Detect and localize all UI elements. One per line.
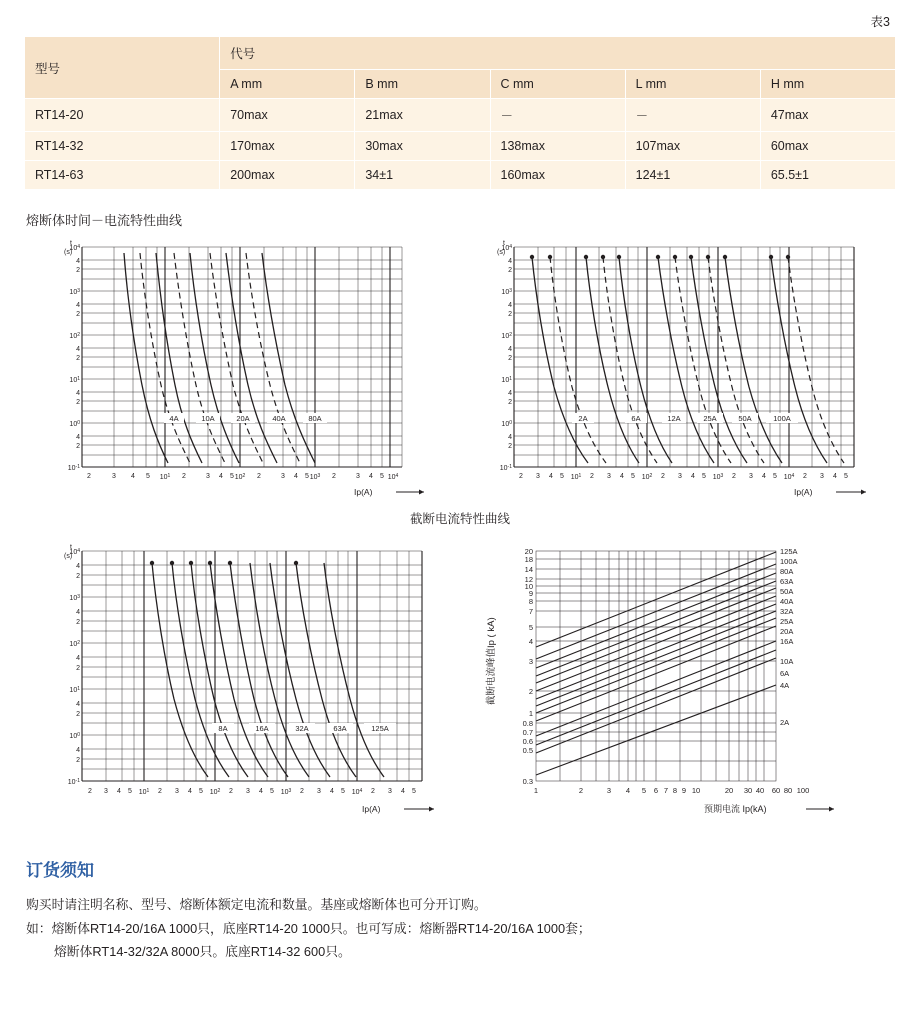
series-label: 32A (780, 607, 794, 616)
svg-text:2: 2 (590, 473, 594, 480)
svg-text:1: 1 (528, 709, 533, 718)
svg-text:101: $10^1$ (69, 686, 80, 694)
table-header-c: C mm (490, 70, 625, 99)
svg-text:5: 5 (230, 473, 234, 480)
series-label: 20A (236, 414, 250, 423)
svg-text:2: 2 (76, 311, 80, 318)
series-label: 20A (780, 627, 794, 636)
svg-text:4: 4 (833, 473, 837, 480)
series-label: 40A (780, 597, 794, 606)
svg-text:2: 2 (88, 788, 92, 795)
svg-text:2: 2 (76, 757, 80, 764)
order-line-3: 熔断体RT14-32/32A 8000只。底座RT14-32 600只。 (54, 944, 351, 960)
svg-text:3: 3 (528, 657, 533, 666)
cell-a: 200max (220, 161, 355, 190)
chart-time-current-100a (476, 235, 896, 505)
series-label: 10A (780, 657, 794, 666)
svg-text:4: 4 (369, 473, 373, 480)
svg-text:4: 4 (508, 302, 512, 309)
series-label: 50A (738, 414, 752, 423)
series-label: 100A (773, 414, 791, 423)
svg-text:4: 4 (508, 258, 512, 265)
svg-text:2: 2 (158, 788, 162, 795)
series-labels-1 (164, 413, 327, 423)
series-label: 100A (780, 557, 798, 566)
cell-b: 21max (355, 99, 490, 132)
svg-text:4: 4 (508, 390, 512, 397)
series-label: 6A (631, 414, 641, 423)
svg-text:0.5: 0.5 (522, 746, 533, 755)
cell-l: － (625, 99, 760, 132)
svg-text:2: 2 (803, 473, 807, 480)
svg-text:3: 3 (749, 473, 753, 480)
chart-svg-1 (24, 235, 444, 500)
svg-text:3: 3 (246, 788, 250, 795)
cell-b: 34±1 (355, 161, 490, 190)
svg-text:100: $10^0$ (69, 420, 80, 428)
svg-text:4: 4 (76, 701, 80, 708)
svg-text:10: 10 (524, 582, 533, 591)
series-label: 32A (295, 724, 309, 733)
table-row (25, 132, 896, 161)
series-label: 16A (780, 637, 794, 646)
cell-model: RT14-32 (25, 132, 220, 161)
series-label: 2A (578, 414, 588, 423)
axis-label-t: t (70, 240, 72, 247)
cell-b: 30max (355, 132, 490, 161)
svg-text:101: $10^1$ (570, 473, 582, 481)
svg-text:4: 4 (528, 637, 533, 646)
axis-label-s: (s) (497, 249, 506, 256)
cell-c: 138max (490, 132, 625, 161)
svg-text:4: 4 (401, 788, 405, 795)
series-label: 8A (218, 724, 228, 733)
table-header-row-1 (25, 37, 896, 70)
svg-text:4: 4 (330, 788, 334, 795)
series-label: 25A (703, 414, 717, 423)
series-label: 40A (272, 414, 286, 423)
svg-text:4: 4 (76, 563, 80, 570)
svg-text:5: 5 (341, 788, 345, 795)
svg-text:4: 4 (117, 788, 121, 795)
svg-text:100: 100 (796, 786, 810, 795)
axis-label-s: (s) (64, 553, 73, 560)
svg-text:102: $10^2$ (234, 473, 246, 481)
svg-text:5: 5 (528, 623, 533, 632)
svg-text:10-1: $10^{-1}$ (67, 778, 80, 786)
svg-text:102: $10^2$ (69, 640, 80, 648)
svg-text:3: 3 (281, 473, 285, 480)
svg-text:0.6: 0.6 (522, 737, 533, 746)
series-label: 16A (255, 724, 269, 733)
svg-text:3: 3 (820, 473, 824, 480)
svg-text:101: $10^1$ (69, 376, 80, 384)
series-label: 125A (780, 547, 798, 556)
cell-h: 47max (760, 99, 895, 132)
svg-text:2: 2 (508, 311, 512, 318)
svg-text:5: 5 (146, 473, 150, 480)
svg-text:2: 2 (300, 788, 304, 795)
svg-text:3: 3 (317, 788, 321, 795)
series-label: 25A (780, 617, 794, 626)
svg-text:4: 4 (620, 473, 624, 480)
svg-text:3: 3 (607, 473, 611, 480)
svg-text:9: 9 (528, 589, 533, 598)
table-row (25, 99, 896, 132)
svg-text:104: $10^4$ (69, 548, 80, 556)
svg-text:2: 2 (76, 619, 80, 626)
svg-text:9: 9 (681, 786, 687, 795)
svg-text:103: $10^3$ (69, 288, 80, 296)
svg-text:4: 4 (76, 609, 80, 616)
series-labels-2 (572, 413, 798, 423)
axis-label-t: t (70, 544, 72, 551)
svg-text:4: 4 (76, 302, 80, 309)
svg-text:8: 8 (528, 597, 533, 606)
cell-c: 160max (490, 161, 625, 190)
svg-text:60: 60 (771, 786, 781, 795)
svg-text:103: $10^3$ (309, 473, 321, 481)
x-axis-title: Ip(A) (354, 487, 373, 497)
order-section-title: 订货须知 (26, 861, 94, 880)
cell-h: 60max (760, 132, 895, 161)
svg-text:7: 7 (528, 607, 533, 616)
svg-text:4: 4 (508, 434, 512, 441)
series-label: 6A (780, 669, 790, 678)
series-label: 12A (667, 414, 681, 423)
svg-text:4: 4 (188, 788, 192, 795)
cell-l: 124±1 (625, 161, 760, 190)
svg-text:2: 2 (229, 788, 233, 795)
svg-text:2: 2 (76, 711, 80, 718)
svg-text:10-1: $10^{-1}$ (67, 464, 80, 472)
chart-mid-caption: 截断电流特性曲线 (409, 512, 510, 526)
svg-text:103: $10^3$ (712, 473, 724, 481)
svg-text:5: 5 (702, 473, 706, 480)
svg-text:14: 14 (524, 565, 533, 574)
svg-text:2: 2 (661, 473, 665, 480)
x-axis-title: Ip(A) (794, 487, 813, 497)
svg-text:2: 2 (578, 786, 584, 795)
svg-text:4: 4 (762, 473, 766, 480)
svg-text:3: 3 (175, 788, 179, 795)
series-label: 2A (780, 718, 790, 727)
table-caption: 表3 (870, 15, 890, 29)
x-axis-title: 预期电流 Ip(kA) (704, 804, 767, 814)
svg-text:1: 1 (533, 786, 539, 795)
svg-text:2: 2 (76, 399, 80, 406)
svg-text:4: 4 (76, 747, 80, 754)
svg-text:5: 5 (560, 473, 564, 480)
svg-text:0.3: 0.3 (522, 777, 533, 786)
svg-text:3: 3 (678, 473, 682, 480)
svg-text:103: $10^3$ (69, 594, 80, 602)
charts-row-bottom (24, 535, 896, 830)
svg-text:18: 18 (524, 555, 533, 564)
svg-text:3: 3 (104, 788, 108, 795)
svg-text:4: 4 (549, 473, 553, 480)
svg-text:103: $10^3$ (280, 788, 292, 796)
svg-text:3: 3 (536, 473, 540, 480)
chart-cutoff-current (476, 535, 896, 830)
svg-text:2: 2 (519, 473, 523, 480)
svg-text:102: $10^2$ (641, 473, 653, 481)
svg-text:2: 2 (76, 267, 80, 274)
svg-text:4: 4 (76, 258, 80, 265)
svg-text:2: 2 (508, 355, 512, 362)
series-label: 63A (780, 577, 794, 586)
svg-text:5: 5 (270, 788, 274, 795)
svg-text:104: $10^4$ (69, 244, 80, 252)
svg-text:103: $10^3$ (501, 288, 512, 296)
series-label: 125A (371, 724, 389, 733)
series-label: 4A (169, 414, 179, 423)
table-header-group: 代号 (220, 37, 896, 70)
svg-text:2: 2 (76, 443, 80, 450)
table-row (25, 161, 896, 190)
cell-c: － (490, 99, 625, 132)
series-labels-4 (780, 547, 798, 727)
chart-time-current-125a (24, 535, 464, 830)
svg-text:6: 6 (653, 786, 659, 795)
svg-text:5: 5 (305, 473, 309, 480)
svg-text:5: 5 (631, 473, 635, 480)
specification-table (24, 36, 896, 190)
svg-text:3: 3 (606, 786, 612, 795)
svg-text:2: 2 (76, 355, 80, 362)
svg-text:40: 40 (755, 786, 765, 795)
svg-text:2: 2 (371, 788, 375, 795)
cell-a: 170max (220, 132, 355, 161)
svg-text:4: 4 (76, 434, 80, 441)
svg-text:2: 2 (257, 473, 261, 480)
svg-text:5: 5 (128, 788, 132, 795)
svg-text:101: $10^1$ (138, 788, 150, 796)
axis-label-t: t (503, 240, 505, 247)
svg-text:2: 2 (508, 267, 512, 274)
svg-text:5: 5 (773, 473, 777, 480)
svg-text:2: 2 (87, 473, 91, 480)
svg-text:104: $10^4$ (387, 473, 399, 481)
svg-text:2: 2 (508, 399, 512, 406)
svg-text:10-1: $10^{-1}$ (499, 464, 512, 472)
series-label: 63A (333, 724, 347, 733)
svg-text:0.8: 0.8 (522, 719, 533, 728)
table-header-model: 型号 (25, 37, 220, 99)
svg-text:2: 2 (528, 687, 533, 696)
svg-text:104: $10^4$ (351, 788, 363, 796)
svg-text:20: 20 (524, 547, 533, 556)
svg-text:4: 4 (219, 473, 223, 480)
svg-text:30: 30 (743, 786, 753, 795)
svg-text:100: $10^0$ (69, 732, 80, 740)
svg-text:12: 12 (524, 575, 533, 584)
svg-text:4: 4 (508, 346, 512, 353)
svg-text:4: 4 (294, 473, 298, 480)
svg-text:5: 5 (844, 473, 848, 480)
svg-text:80: 80 (783, 786, 793, 795)
svg-text:5: 5 (380, 473, 384, 480)
svg-text:2: 2 (732, 473, 736, 480)
svg-text:4: 4 (625, 786, 631, 795)
svg-text:3: 3 (388, 788, 392, 795)
series-labels-3 (212, 723, 396, 733)
svg-text:104: $10^4$ (783, 473, 795, 481)
svg-text:4: 4 (131, 473, 135, 480)
svg-text:4: 4 (691, 473, 695, 480)
y-axis-title: 截断电流峰值Ip ( kA) (486, 617, 497, 705)
charts-row-top (24, 235, 896, 505)
series-label: 80A (308, 414, 322, 423)
svg-text:3: 3 (206, 473, 210, 480)
svg-text:104: $10^4$ (501, 244, 512, 252)
cell-h: 65.5±1 (760, 161, 895, 190)
table-header-b: B mm (355, 70, 490, 99)
chart-svg-4 (476, 535, 896, 825)
svg-text:3: 3 (356, 473, 360, 480)
svg-text:5: 5 (199, 788, 203, 795)
svg-text:8: 8 (672, 786, 678, 795)
table-header-h: H mm (760, 70, 895, 99)
axis-label-s: (s) (64, 249, 73, 256)
svg-text:2: 2 (182, 473, 186, 480)
series-label: 80A (780, 567, 794, 576)
svg-text:101: $10^1$ (159, 473, 171, 481)
svg-text:102: $10^2$ (69, 332, 80, 340)
svg-text:102: $10^2$ (209, 788, 221, 796)
svg-text:4: 4 (76, 346, 80, 353)
table-header-l: L mm (625, 70, 760, 99)
svg-text:2: 2 (332, 473, 336, 480)
cell-l: 107max (625, 132, 760, 161)
order-line-2: 如：熔断体RT14-20/16A 1000只，底座RT14-20 1000只。也可写成：熔断器RT14-20/16A 1000套； (26, 920, 591, 936)
svg-text:100: $10^0$ (501, 420, 512, 428)
cell-model: RT14-63 (25, 161, 220, 190)
cell-model: RT14-20 (25, 99, 220, 132)
charts-section-title: 熔断体时间－电流特性曲线 (26, 213, 183, 228)
svg-text:5: 5 (641, 786, 647, 795)
svg-text:5: 5 (412, 788, 416, 795)
cell-a: 70max (220, 99, 355, 132)
x-axis-title: Ip(A) (362, 804, 381, 814)
svg-text:102: $10^2$ (501, 332, 512, 340)
svg-text:3: 3 (112, 473, 116, 480)
chart-time-current-20a (24, 235, 444, 505)
svg-text:7: 7 (663, 786, 669, 795)
svg-text:2: 2 (76, 573, 80, 580)
series-label: 10A (201, 414, 215, 423)
series-label: 50A (780, 587, 794, 596)
svg-text:20: 20 (724, 786, 734, 795)
svg-text:0.7: 0.7 (522, 728, 533, 737)
series-label: 4A (780, 681, 790, 690)
svg-text:2: 2 (508, 443, 512, 450)
table-header-a: A mm (220, 70, 355, 99)
chart-svg-2 (476, 235, 896, 500)
svg-text:4: 4 (259, 788, 263, 795)
chart-svg-3 (24, 535, 464, 825)
svg-text:2: 2 (76, 665, 80, 672)
svg-text:10: 10 (691, 786, 701, 795)
svg-text:4: 4 (76, 655, 80, 662)
svg-text:4: 4 (76, 390, 80, 397)
svg-text:101: $10^1$ (501, 376, 512, 384)
order-line-1: 购买时请注明名称、型号、熔断体额定电流和数量。基座或熔断体也可分开订购。 (26, 897, 487, 912)
